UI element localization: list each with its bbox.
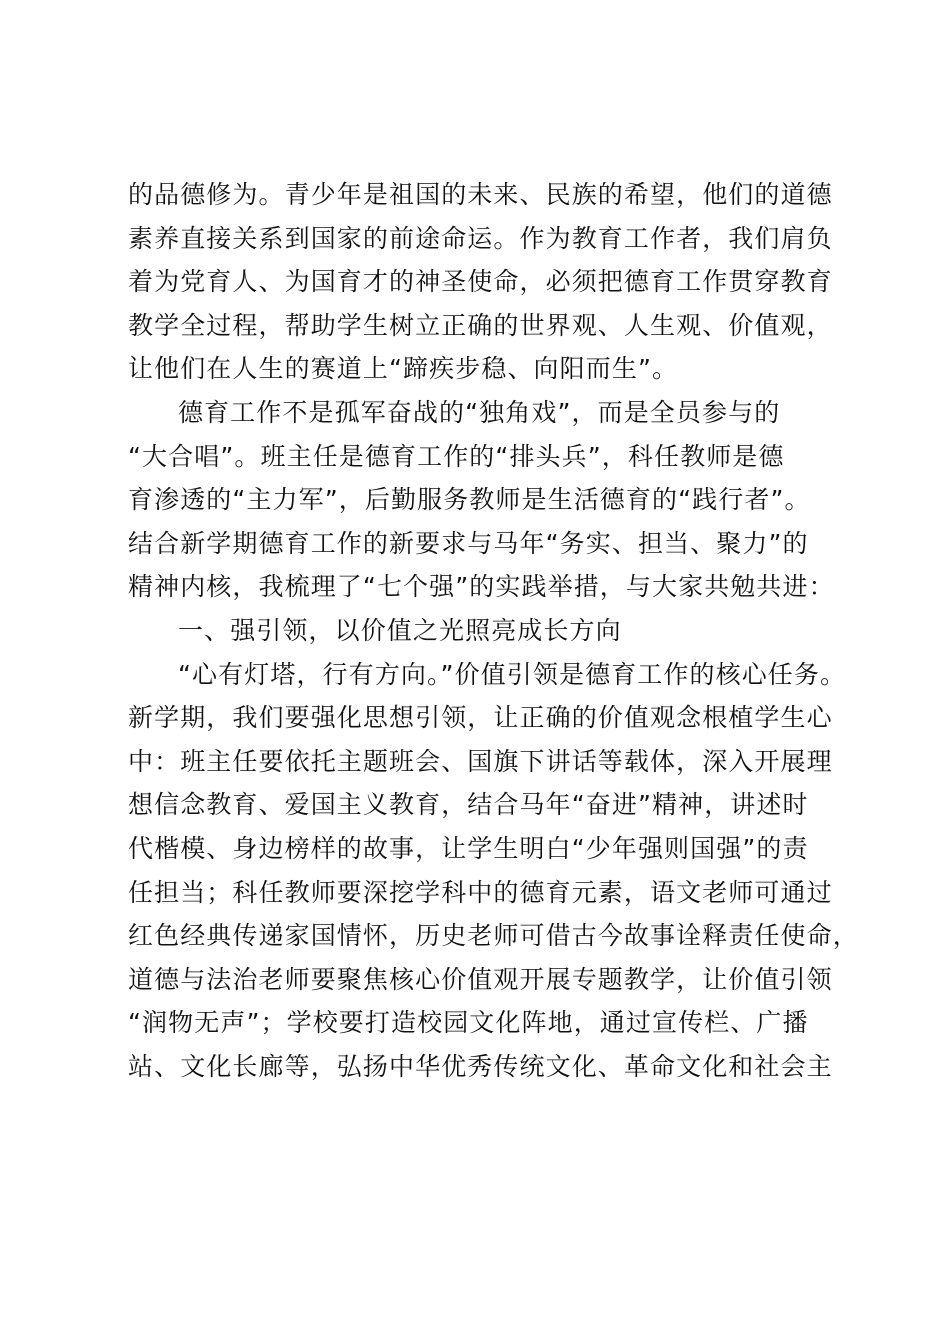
text-line: 着为党育人、为国育才的神圣使命，必须把德育工作贯穿教育 (128, 267, 833, 297)
text-line: 教学全过程，帮助学生树立正确的世界观、人生观、价值观， (128, 310, 833, 340)
text-line: 代楷模、身边榜样的故事，让学生明白“少年强则国强”的责 (128, 833, 809, 863)
text-line: 育渗透的“主力军”，后勤服务教师是生活德育的“践行者”。 (128, 485, 811, 515)
text-line: “大合唱”。班主任是德育工作的“排头兵”，科任教师是德 (128, 441, 785, 471)
text-line: 的品德修为。青少年是祖国的未来、民族的希望，他们的道德 (128, 180, 833, 209)
body-text (128, 173, 859, 1088)
text-line: 道德与法治老师要聚焦核心价值观开展专题教学，让价值引领 (128, 964, 833, 994)
text-line: 精神内核，我梳理了“七个强”的实践举措，与大家共勉共进： (128, 572, 835, 602)
text-line: 让他们在人生的赛道上“蹄疾步稳、向阳而生”。 (128, 354, 679, 384)
section-heading: 一、强引领，以价值之光照亮成长方向 (178, 615, 622, 645)
paragraph-first-line: 德育工作不是孤军奋战的“独角戏”，而是全员参与的 (178, 397, 781, 427)
text-line: “润物无声”；学校要打造校园文化阵地，通过宣传栏、广播 (128, 1008, 809, 1038)
text-line: 红色经典传递家国情怀，历史老师可借古今故事诠释责任使命， (128, 921, 859, 951)
text-line: 素养直接关系到国家的前途命运。作为教育工作者，我们肩负 (128, 223, 833, 253)
text-line: 新学期，我们要强化思想引领，让正确的价值观念根植学生心 (128, 703, 833, 733)
text-line: 站、文化长廊等，弘扬中华优秀传统文化、革命文化和社会主 (128, 1051, 833, 1081)
text-line: 任担当；科任教师要深挖学科中的德育元素，语文老师可通过 (128, 877, 833, 907)
paragraph-first-line: “心有灯塔，行有方向。”价值引领是德育工作的核心任务。 (178, 659, 847, 689)
text-line: 想信念教育、爱国主义教育，结合马年“奋进”精神，讲述时 (128, 790, 809, 820)
text-line: 中：班主任要依托主题班会、国旗下讲话等载体，深入开展理 (128, 746, 833, 776)
text-line: 结合新学期德育工作的新要求与马年“务实、担当、聚力”的 (128, 528, 809, 558)
